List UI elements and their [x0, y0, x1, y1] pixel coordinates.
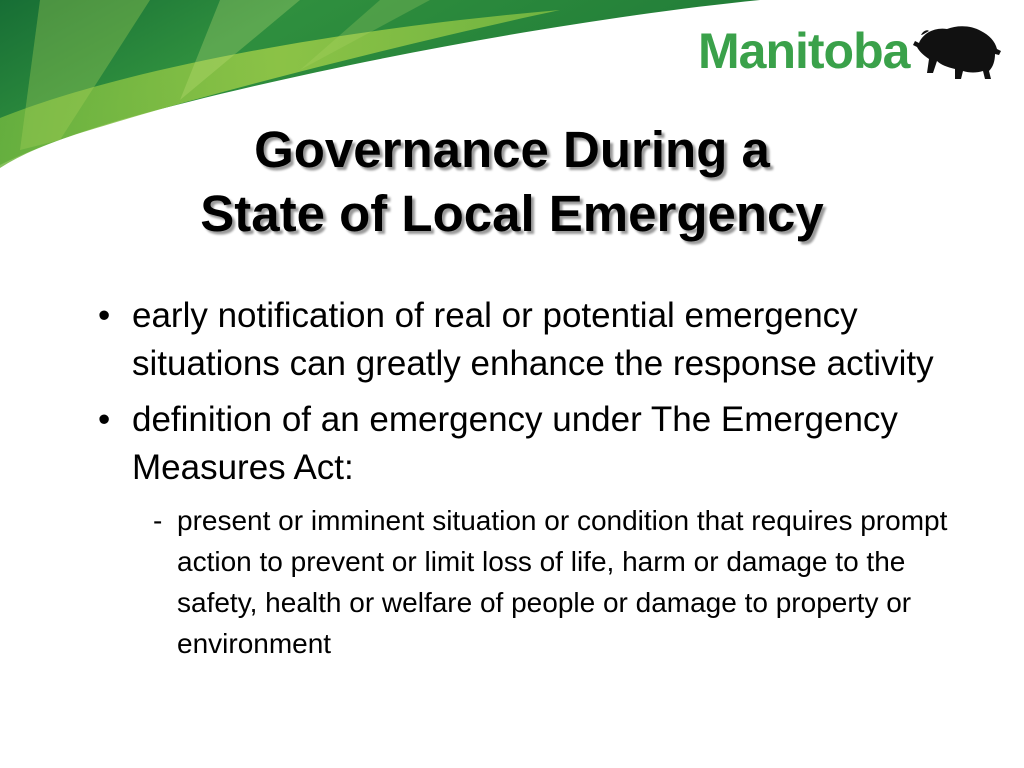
bison-icon — [913, 21, 1005, 81]
bullet-item — [96, 292, 976, 388]
bullet-item — [96, 396, 976, 492]
slide-body — [96, 292, 976, 664]
title-line-1: Governance During a — [254, 121, 770, 178]
bullet-text: early notification of real or potential emergency situations can greatly enhance the response activity — [132, 296, 934, 383]
manitoba-logo — [698, 20, 1005, 82]
sub-bullet-marker: - — [153, 505, 163, 536]
slide-title — [0, 118, 1024, 246]
manitoba-wordmark: Manitoba — [698, 23, 910, 79]
sub-bullet-text: present or imminent situation or condition that requires prompt action to prevent or limit loss of life, harm or damage to the safety, health or welfare of people or damage to property or environment — [177, 505, 948, 659]
bullet-marker: • — [98, 400, 111, 439]
sub-bullet-item — [153, 500, 976, 664]
bullet-text: definition of an emergency under The Emergency Measures Act: — [132, 400, 898, 487]
bullet-marker: • — [98, 296, 111, 335]
title-line-2: State of Local Emergency — [200, 185, 824, 242]
